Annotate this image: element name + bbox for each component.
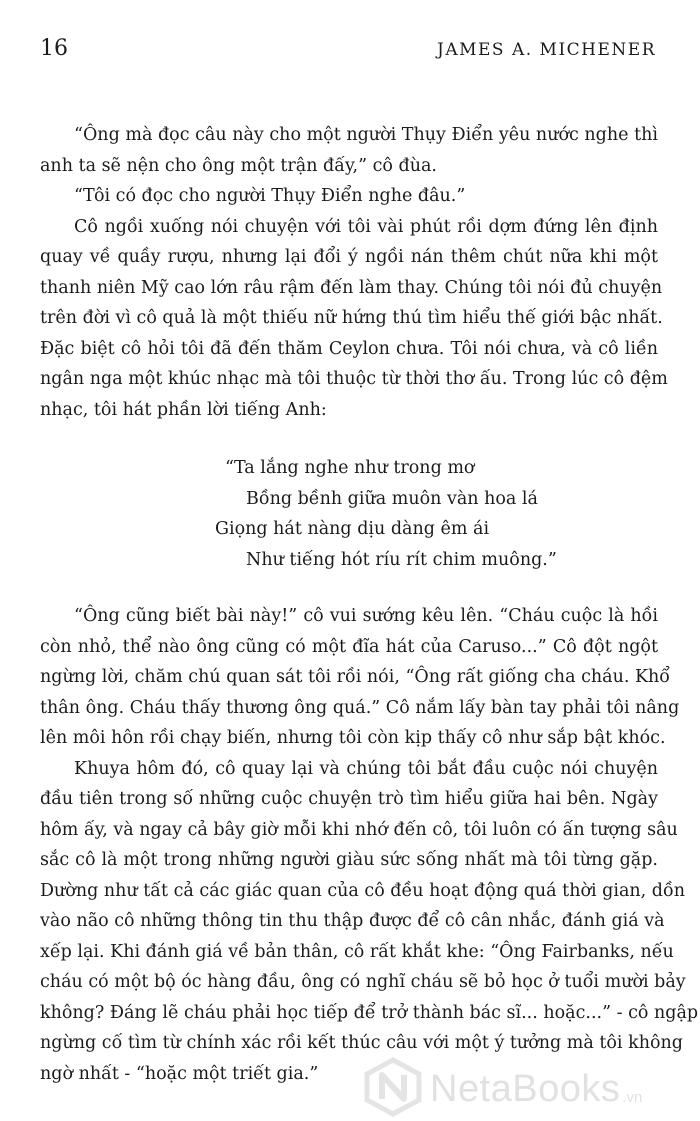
poem-line: Bồng bềnh giữa muôn vàn hoa lá (246, 488, 538, 509)
text-line: hôm ấy, và ngay cả bây giờ mỗi khi nhớ đến cô, tôi luôn có ấn tượng sâu (40, 819, 678, 840)
text-line: Dường như tất cả các giác quan của cô đều hoạt động quá thời gian, dồn (40, 880, 685, 901)
text-line: thanh niên Mỹ cao lớn râu rậm đến làm thay. Chúng tôi nói đủ chuyện (40, 277, 663, 298)
text-line: “Ông cũng biết bài này!” cô vui sướng kêu lên. “Cháu cuộc là hồi (74, 606, 658, 626)
text-line: ngừng lời, chăm chú quan sát tôi rồi nói, “Ông rất giống cha cháu. Khổ (40, 667, 671, 687)
text-line: quay về quầy rượu, nhưng lại đổi ý ngồi nán thêm chút nữa khi một (40, 247, 658, 267)
running-head: JAMES A. MICHENER (437, 40, 656, 60)
text-line: ngờ nhất - “hoặc một triết gia.” (40, 1063, 319, 1084)
paragraphs-before-poem (40, 120, 668, 425)
text-line: xếp lại. Khi đánh giá về bản thân, cô rất khắt khe: “Ông Fairbanks, nếu (40, 941, 674, 962)
watermark (362, 1057, 642, 1121)
paragraph (40, 754, 699, 1090)
watermark-brand: NetaBooks (430, 1067, 621, 1110)
text-line: ngừng cố tìm từ chính xác rồi kết thúc câu với một ý tưởng mà tôi không (40, 1033, 683, 1053)
text-line: nhạc, tôi hát phần lời tiếng Anh: (40, 399, 327, 420)
paragraph (40, 181, 658, 212)
netabooks-logo-icon (362, 1057, 424, 1121)
watermark-suffix: .vn (622, 1088, 643, 1106)
text-line: không? Đáng lẽ cháu phải học tiếp để trở thành bác sĩ... hoặc...” - cô ngập (40, 1002, 699, 1023)
paragraphs-after-poem (40, 601, 699, 1089)
text-line: còn nhỏ, thể nào ông cũng có một đĩa hát của Caruso...” Cô đột ngột (40, 636, 658, 657)
poem-line: “Ta lắng nghe như trong mơ (225, 458, 475, 478)
paragraph (40, 601, 680, 754)
paragraph (40, 212, 668, 426)
body-text (40, 120, 699, 1089)
text-line: đầu tiên trong số những cuộc chuyện trò tìm hiểu giữa hai bên. Ngày (40, 789, 658, 809)
text-line: Đặc biệt cô hỏi tôi đã đến thăm Ceylon chưa. Tôi nói chưa, và cô liền (40, 338, 658, 359)
text-line: vào não cô những thông tin thu thập được để cô cân nhắc, đánh giá và (40, 911, 665, 931)
poem-line: Giọng hát nàng dịu dàng êm ái (215, 519, 490, 539)
text-line: anh ta sẽ nện cho ông một trận đấy,” cô đùa. (40, 155, 437, 176)
text-line: “Ông mà đọc câu này cho một người Thụy Điển yêu nước nghe thì (74, 125, 658, 145)
text-line: thân ông. Cháu thấy thương ông quá.” Cô nắm lấy bàn tay phải tôi nâng (40, 697, 680, 718)
text-line: Cô ngồi xuống nói chuyện với tôi vài phút rồi dợm đứng lên định (74, 216, 658, 237)
poem (40, 453, 658, 575)
text-line: trên đời vì cô quả là một thiếu nữ hứng thú tìm hiểu thế giới bậc nhất. (40, 308, 663, 328)
text-line: sắc cô là một trong những người giàu sức sống nhất mà tôi từng gặp. (40, 850, 658, 870)
text-line: lên môi hôn rồi chạy biến, nhưng tôi còn kịp thấy cô như sắp bật khóc. (40, 728, 666, 748)
page-number: 16 (40, 36, 68, 61)
poem-line: Như tiếng hót ríu rít chim muông.” (246, 549, 557, 570)
text-line: “Tôi có đọc cho người Thụy Điển nghe đâu.” (74, 186, 466, 206)
text-line: ngân nga một khúc nhạc mà tôi thuộc từ thời thơ ấu. Trong lúc cô đệm (40, 369, 668, 389)
paragraph (40, 120, 658, 181)
text-line: Khuya hôm đó, cô quay lại và chúng tôi bắt đầu cuộc nói chuyện (74, 758, 658, 779)
text-line: cháu có một bộ óc hàng đầu, ông có nghĩ cháu sẽ bỏ học ở tuổi mười bảy (40, 972, 686, 992)
